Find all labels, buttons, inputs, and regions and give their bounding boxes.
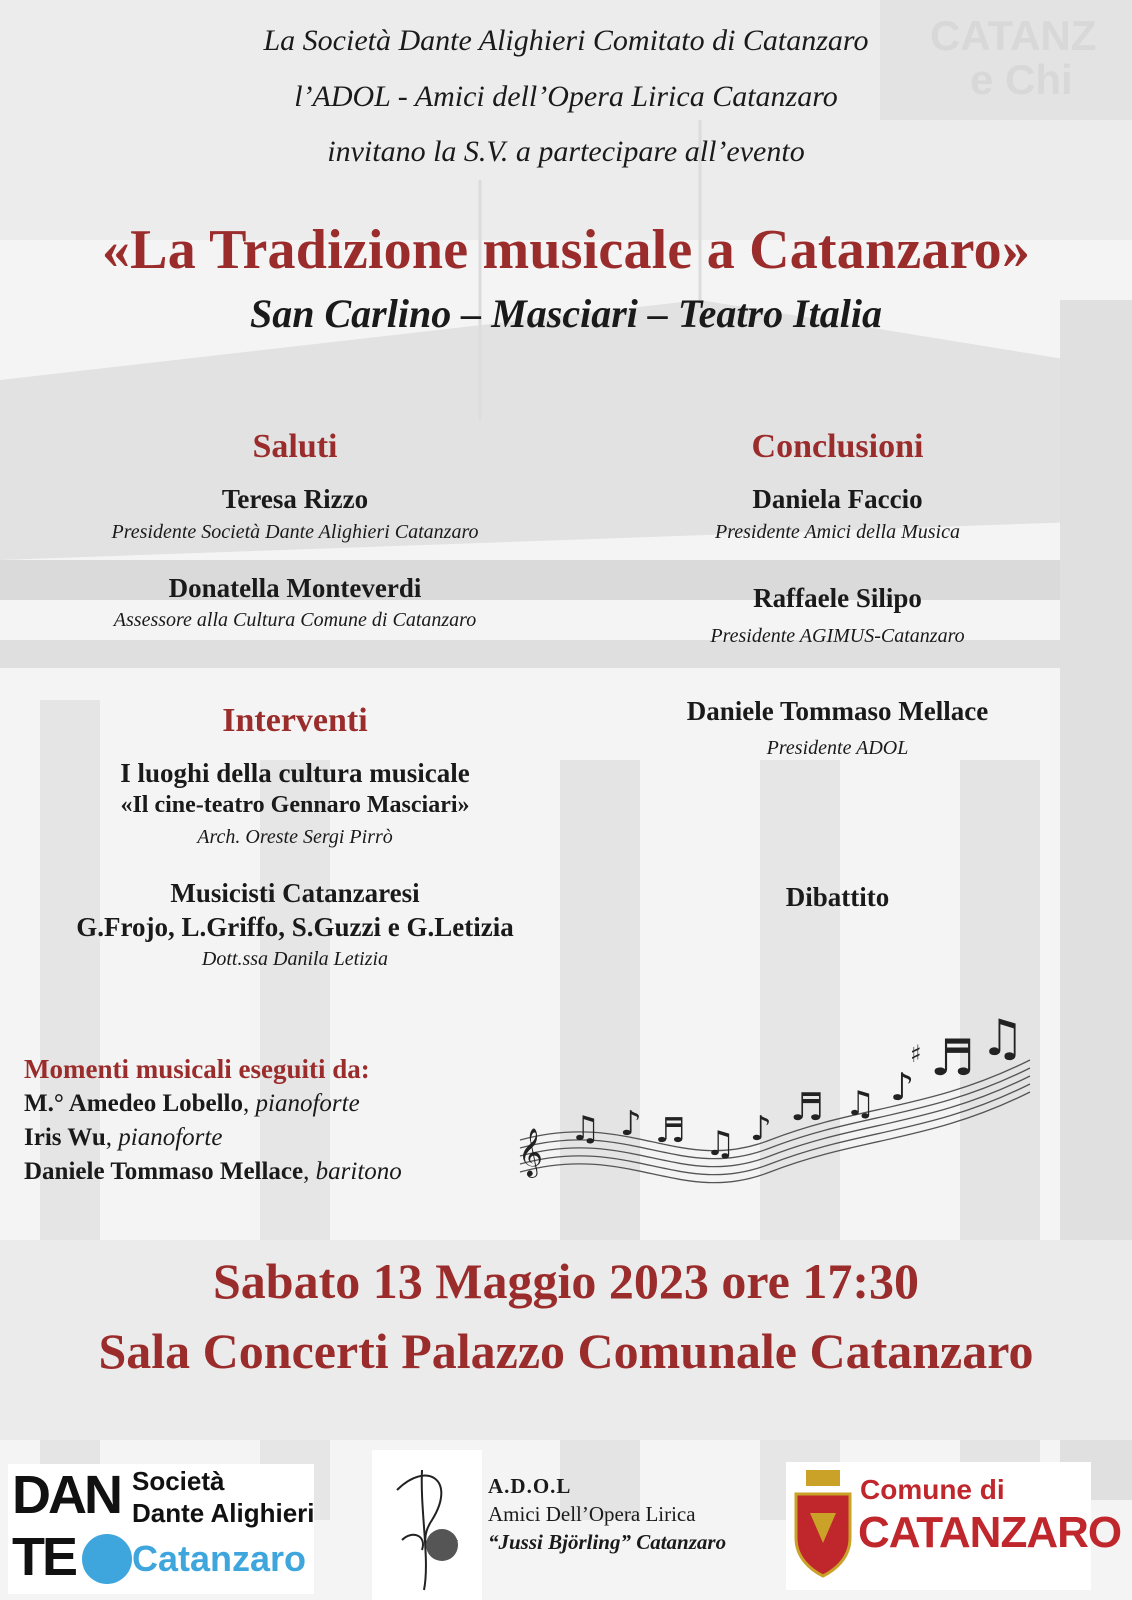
performer-3-name: Daniele Tommaso Mellace	[24, 1158, 304, 1185]
intervento-2-speaker: Dott.ssa Danila Letizia	[201, 948, 389, 970]
performer-1-name: M.° Amedeo Lobello	[24, 1090, 244, 1117]
conclusioni-role-2: Presidente AGIMUS-Catanzaro	[710, 625, 965, 647]
background-sign-line2: e Chi	[970, 56, 1073, 102]
performer-1-sep: ,	[243, 1090, 256, 1117]
event-date: Sabato 13 Maggio 2023 ore 17:30	[213, 1253, 919, 1309]
saluti-role-2: Assessore alla Cultura Comune di Catanzaro	[113, 609, 477, 631]
performer-1	[24, 1090, 360, 1118]
event-title: «La Tradizione musicale a Catanzaro»	[101, 219, 1031, 281]
intro-line-1: La Società Dante Alighieri Comitato di Catanzaro	[263, 24, 869, 57]
note-icon: ♪	[750, 1109, 772, 1149]
event-venue: Sala Concerti Palazzo Comunale Catanzaro	[98, 1323, 1034, 1379]
note-icon: ♬	[790, 1085, 825, 1129]
conclusioni-name-2: Raffaele Silipo	[753, 583, 922, 613]
background-sign-line1: CATANZ	[930, 14, 1097, 59]
conclusioni-role-1: Presidente Amici della Musica	[715, 521, 960, 543]
performer-2-name: Iris Wu	[24, 1124, 106, 1151]
note-icon: ♪	[890, 1065, 915, 1109]
note-icon: ♫	[845, 1084, 876, 1124]
intro-line-2: l’ADOL - Amici dell’Opera Lirica Catanzaro	[294, 80, 838, 113]
conclusioni-name-3: Daniele Tommaso Mellace	[686, 696, 989, 726]
dante-circle-icon	[82, 1534, 132, 1584]
intervento-2-subtitle: G.Frojo, L.Griffo, S.Guzzi e G.Letizia	[76, 912, 514, 942]
saluti-name-1: Teresa Rizzo	[221, 484, 369, 514]
comune-line-2: CATANZARO	[858, 1508, 1122, 1557]
dante-line-3: Catanzaro	[132, 1538, 307, 1579]
saluti-role-1: Presidente Società Dante Alighieri Catanzaro	[111, 521, 479, 543]
adol-line-2: Amici Dell’Opera Lirica	[488, 1502, 696, 1526]
comune-catanzaro-logo	[786, 1462, 1122, 1590]
coat-of-arms-icon	[790, 1468, 856, 1580]
dante-mark-top: DAN	[12, 1465, 120, 1525]
note-icon: ♫	[705, 1124, 736, 1164]
conclusioni-name-1: Daniela Faccio	[752, 484, 923, 514]
adol-emblem	[372, 1450, 482, 1600]
dante-alighieri-logo	[8, 1464, 314, 1594]
adol-signature-icon	[372, 1450, 482, 1600]
note-icon: ♫	[570, 1109, 601, 1149]
performer-2-sep: ,	[105, 1124, 119, 1151]
performer-2-instrument: pianoforte	[118, 1124, 223, 1151]
dante-mark-bottom: TE	[12, 1527, 76, 1587]
music-staff-graphic	[510, 990, 1070, 1210]
performer-2	[24, 1124, 222, 1152]
saluti-name-2: Donatella Monteverdi	[168, 573, 422, 603]
comune-line-1: Comune di	[860, 1474, 1005, 1505]
intervento-2-title: Musicisti Catanzaresi	[170, 878, 420, 908]
intro-line-3: invitano la S.V. a partecipare all’evento	[327, 135, 805, 168]
note-icon: ♫	[980, 1009, 1025, 1067]
treble-clef-icon: 𝄞	[518, 1127, 543, 1176]
adol-line-1: A.D.O.L	[488, 1474, 572, 1498]
intervento-1-title: I luoghi della cultura musicale	[120, 758, 470, 788]
dante-line-1: Società	[132, 1466, 225, 1496]
conclusioni-role-3: Presidente ADOL	[766, 737, 909, 759]
event-subtitle: San Carlino – Masciari – Teatro Italia	[250, 291, 882, 336]
sharp-icon: ♯	[910, 1040, 922, 1068]
interventi-heading: Interventi	[222, 702, 368, 739]
note-icon: ♪	[620, 1104, 642, 1144]
note-icon: ♬	[655, 1111, 686, 1151]
momenti-heading: Momenti musicali eseguiti da:	[24, 1054, 370, 1084]
conclusioni-heading: Conclusioni	[751, 428, 924, 465]
performer-3-instrument: baritono	[315, 1158, 402, 1185]
performer-3-sep: ,	[303, 1158, 316, 1185]
performer-3	[24, 1158, 402, 1186]
note-icon: ♬	[930, 1029, 975, 1087]
adol-line-3: “Jussi Björling” Catanzaro	[488, 1530, 727, 1554]
dibattito-label: Dibattito	[785, 882, 890, 912]
dante-line-2: Dante Alighieri	[132, 1498, 315, 1528]
performer-1-instrument: pianoforte	[255, 1090, 360, 1117]
intervento-1-speaker: Arch. Oreste Sergi Pirrò	[197, 826, 393, 848]
intervento-1-subtitle: «Il cine-teatro Gennaro Masciari»	[120, 792, 470, 818]
saluti-heading: Saluti	[252, 428, 338, 465]
